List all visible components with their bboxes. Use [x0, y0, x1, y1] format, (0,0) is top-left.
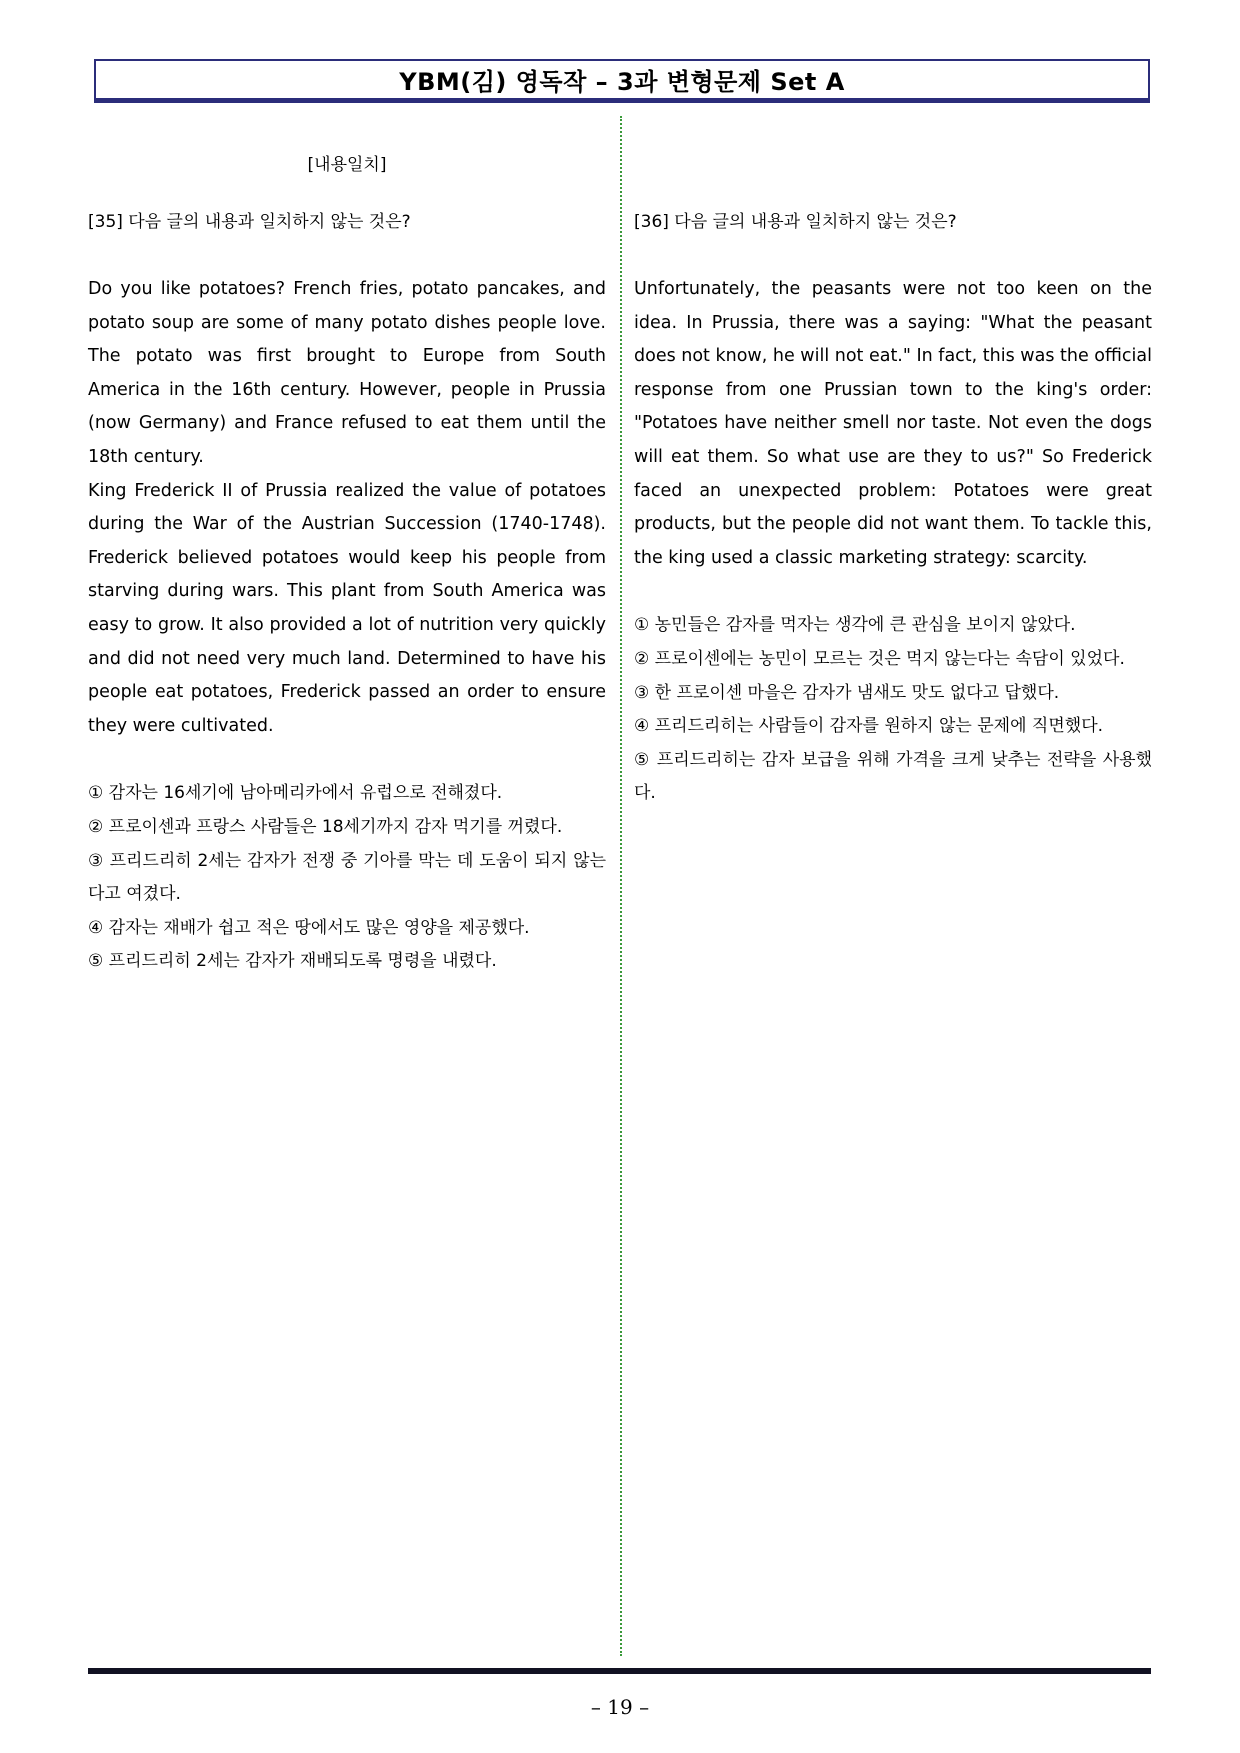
choice-item: ③ 한 프로이센 마을은 감자가 냄새도 맛도 없다고 답했다.: [634, 682, 1060, 703]
passage-paragraph: Do you like potatoes? French fries, potato pancakes, and potato soup are some of many potato dishes people love. The potato was first brought to Europe from South America in the 16th century. However, people in Prussia (now Germany) and France refused to eat them until the 18th century.: [88, 279, 606, 467]
choice-item: ② 프로이센과 프랑스 사람들은 18세기까지 감자 먹기를 꺼렸다.: [88, 816, 563, 837]
page-number: – 19 –: [590, 1695, 650, 1719]
page-header: [94, 59, 1150, 103]
choices-35: [88, 777, 606, 979]
choice-item: ③ 프리드리히 2세는 감자가 전쟁 중 기아를 막는 데 도움이 되지 않는다고 여겼다.: [88, 850, 606, 905]
passage-36: [634, 273, 1152, 575]
page-title: YBM(김) 영독작 – 3과 변형문제 Set A: [399, 68, 845, 96]
question-36: [36] 다음 글의 내용과 일치하지 않는 것은?: [634, 212, 957, 232]
choices-36: [634, 609, 1152, 811]
choice-item: ④ 프리드리히는 사람들이 감자를 원하지 않는 문제에 직면했다.: [634, 716, 1104, 737]
choice-item: ① 농민들은 감자를 먹자는 생각에 큰 관심을 보이지 않았다.: [634, 615, 1076, 636]
footer-rule: [88, 1668, 1151, 1674]
choice-item: ① 감자는 16세기에 남아메리카에서 유럽으로 전해졌다.: [88, 783, 503, 804]
column-divider: [620, 116, 622, 1656]
section-label: [내용일치]: [307, 155, 387, 175]
passage-paragraph: Unfortunately, the peasants were not too keen on the idea. In Prussia, there was a saying: "What the peasant does not know, he will not eat." In fact, this was the official response from one Prussian town to the king's order: "Potatoes have neither smell nor taste. Not even the dogs will eat them. So what use are they to us?" So Frederick faced an unexpected problem: Potatoes were great products, but the people did not want them. To tackle this, the king used a classic marketing strategy: scarcity.: [634, 279, 1152, 568]
choice-item: ⑤ 프리드리히는 감자 보급을 위해 가격을 크게 낮추는 전략을 사용했다.: [634, 749, 1152, 804]
question-35: [35] 다음 글의 내용과 일치하지 않는 것은?: [88, 212, 411, 232]
choice-item: ⑤ 프리드리히 2세는 감자가 재배되도록 명령을 내렸다.: [88, 951, 497, 972]
passage-35: [88, 273, 606, 743]
choice-item: ④ 감자는 재배가 쉽고 적은 땅에서도 많은 영양을 제공했다.: [88, 917, 530, 938]
passage-paragraph: King Frederick II of Prussia realized the value of potatoes during the War of the Austrian Succession (1740-1748). Frederick believed potatoes would keep his people from starving during wars. This plant from South America was easy to grow. It also provided a lot of nutrition very quickly and did not need very much land. Determined to have his people eat potatoes, Frederick passed an order to ensure they were cultivated.: [88, 480, 606, 736]
choice-item: ② 프로이센에는 농민이 모르는 것은 먹지 않는다는 속담이 있었다.: [634, 648, 1125, 669]
left-column: [88, 140, 606, 979]
right-column: [634, 140, 1152, 811]
